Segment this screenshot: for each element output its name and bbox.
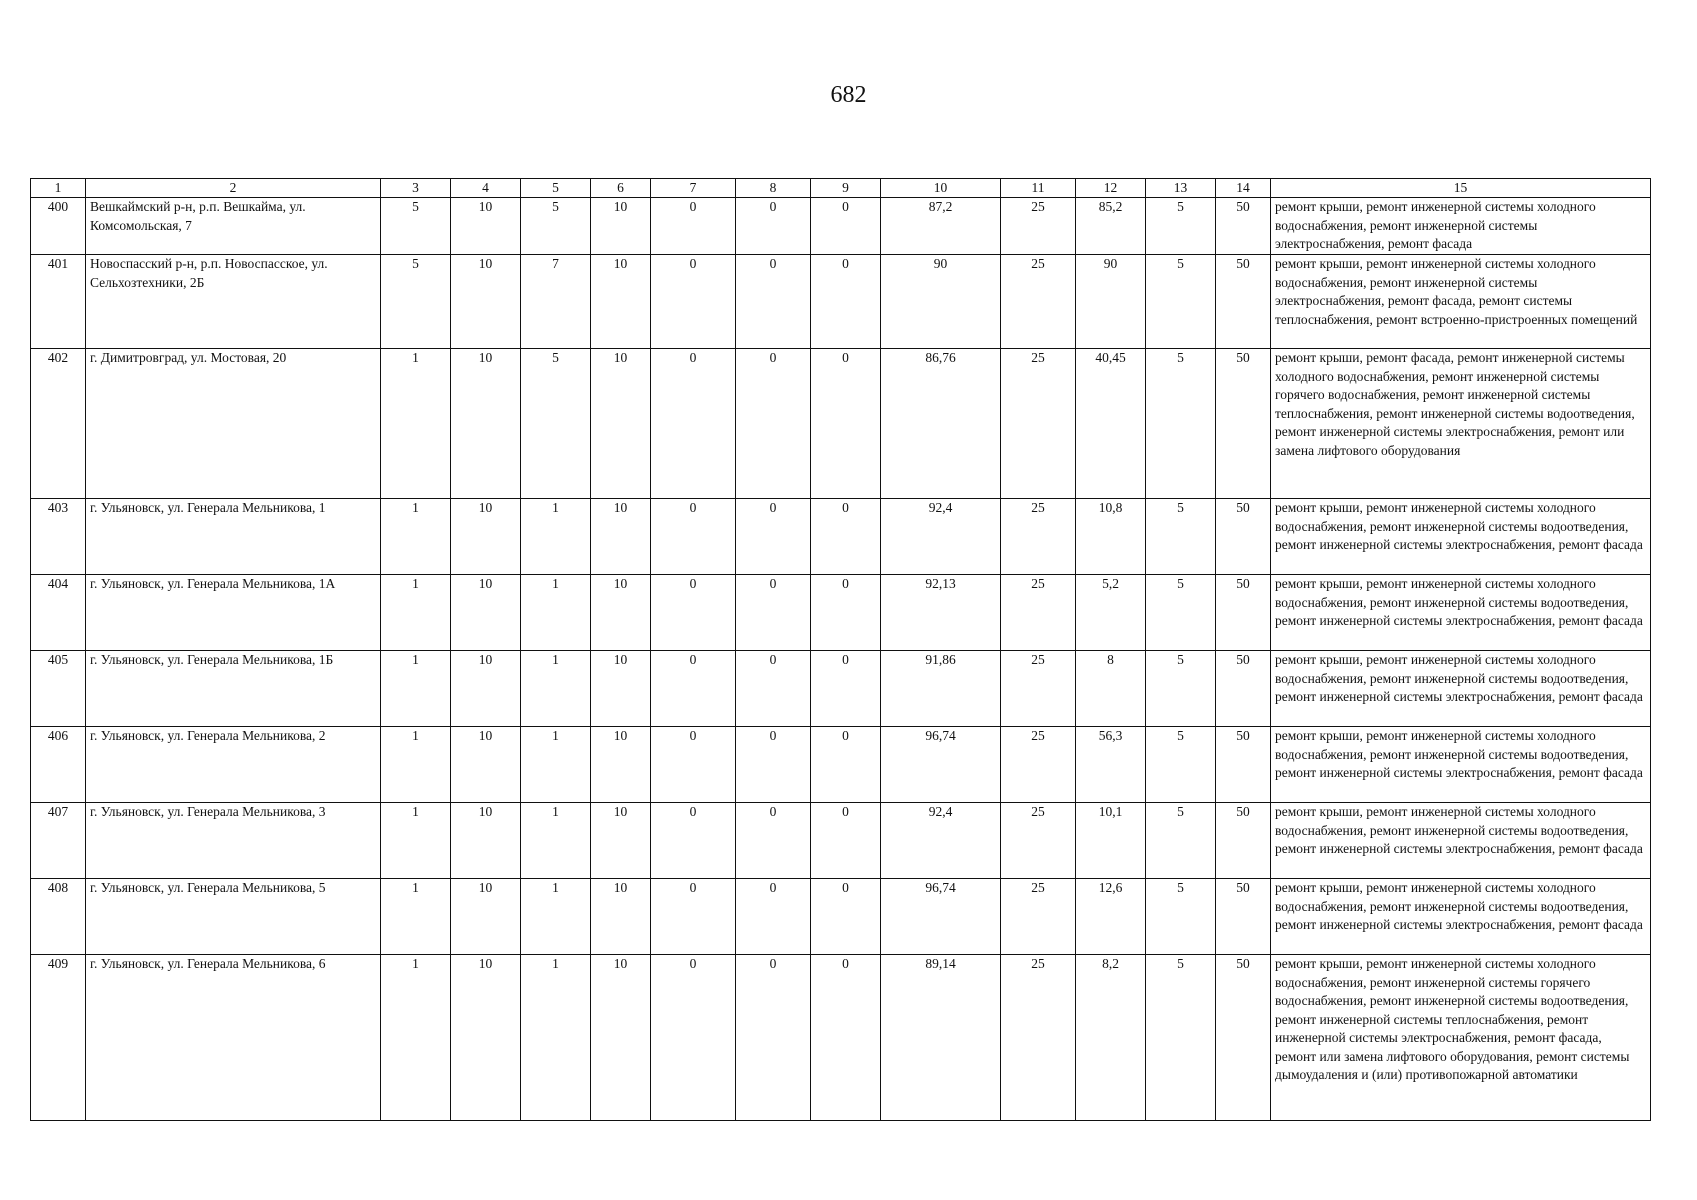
works-cell: ремонт крыши, ремонт инженерной системы холодного водоснабжения, ремонт инженерной системы водоотведения, ремонт инженерной системы электроснабжения, ремонт фасада (1271, 651, 1651, 727)
value-cell-col-10: 89,14 (881, 955, 1001, 1121)
table-row (31, 349, 1651, 499)
value-cell-col-4: 10 (451, 255, 521, 349)
value-cell-col-4: 10 (451, 879, 521, 955)
column-header-4: 4 (451, 179, 521, 198)
value-cell-col-5: 1 (521, 955, 591, 1121)
value-cell-col-7: 0 (651, 499, 736, 575)
works-cell: ремонт крыши, ремонт инженерной системы холодного водоснабжения, ремонт инженерной системы водоотведения, ремонт инженерной системы электроснабжения, ремонт фасада (1271, 879, 1651, 955)
value-cell-col-12: 10,1 (1076, 803, 1146, 879)
column-header-7: 7 (651, 179, 736, 198)
value-cell-col-9: 0 (811, 255, 881, 349)
column-header-2: 2 (86, 179, 381, 198)
value-cell-col-14: 50 (1216, 255, 1271, 349)
value-cell-col-6: 10 (591, 727, 651, 803)
value-cell-col-10: 90 (881, 255, 1001, 349)
value-cell-col-12: 56,3 (1076, 727, 1146, 803)
value-cell-col-9: 0 (811, 727, 881, 803)
column-header-15: 15 (1271, 179, 1651, 198)
value-cell-col-8: 0 (736, 879, 811, 955)
value-cell-col-9: 0 (811, 349, 881, 499)
value-cell-col-13: 5 (1146, 727, 1216, 803)
page-number: 682 (830, 82, 867, 108)
value-cell-col-5: 1 (521, 727, 591, 803)
value-cell-col-13: 5 (1146, 198, 1216, 255)
value-cell-col-13: 5 (1146, 651, 1216, 727)
address-cell: г. Ульяновск, ул. Генерала Мельникова, 6 (86, 955, 381, 1121)
value-cell-col-14: 50 (1216, 727, 1271, 803)
column-header-5: 5 (521, 179, 591, 198)
column-header-13: 13 (1146, 179, 1216, 198)
value-cell-col-6: 10 (591, 349, 651, 499)
value-cell-col-5: 5 (521, 198, 591, 255)
works-cell: ремонт крыши, ремонт инженерной системы холодного водоснабжения, ремонт инженерной системы водоотведения, ремонт инженерной системы электроснабжения, ремонт фасада (1271, 727, 1651, 803)
value-cell-col-7: 0 (651, 198, 736, 255)
value-cell-col-8: 0 (736, 255, 811, 349)
value-cell-col-5: 1 (521, 651, 591, 727)
value-cell-col-5: 5 (521, 349, 591, 499)
value-cell-col-11: 25 (1001, 575, 1076, 651)
row-number: 401 (31, 255, 86, 349)
value-cell-col-14: 50 (1216, 499, 1271, 575)
value-cell-col-9: 0 (811, 651, 881, 727)
works-cell: ремонт крыши, ремонт инженерной системы холодного водоснабжения, ремонт инженерной системы водоотведения, ремонт инженерной системы электроснабжения, ремонт фасада (1271, 575, 1651, 651)
column-header-6: 6 (591, 179, 651, 198)
value-cell-col-8: 0 (736, 955, 811, 1121)
value-cell-col-10: 96,74 (881, 879, 1001, 955)
value-cell-col-5: 1 (521, 803, 591, 879)
value-cell-col-12: 10,8 (1076, 499, 1146, 575)
value-cell-col-11: 25 (1001, 349, 1076, 499)
value-cell-col-13: 5 (1146, 499, 1216, 575)
value-cell-col-6: 10 (591, 651, 651, 727)
value-cell-col-8: 0 (736, 499, 811, 575)
value-cell-col-4: 10 (451, 499, 521, 575)
value-cell-col-4: 10 (451, 803, 521, 879)
value-cell-col-11: 25 (1001, 727, 1076, 803)
value-cell-col-12: 5,2 (1076, 575, 1146, 651)
column-header-14: 14 (1216, 179, 1271, 198)
value-cell-col-13: 5 (1146, 803, 1216, 879)
value-cell-col-10: 86,76 (881, 349, 1001, 499)
value-cell-col-4: 10 (451, 727, 521, 803)
value-cell-col-13: 5 (1146, 879, 1216, 955)
column-header-8: 8 (736, 179, 811, 198)
value-cell-col-13: 5 (1146, 349, 1216, 499)
value-cell-col-7: 0 (651, 349, 736, 499)
repair-table (30, 178, 1651, 1121)
value-cell-col-10: 87,2 (881, 198, 1001, 255)
value-cell-col-8: 0 (736, 198, 811, 255)
value-cell-col-4: 10 (451, 955, 521, 1121)
value-cell-col-12: 8 (1076, 651, 1146, 727)
value-cell-col-3: 1 (381, 575, 451, 651)
address-cell: г. Ульяновск, ул. Генерала Мельникова, 2 (86, 727, 381, 803)
value-cell-col-9: 0 (811, 499, 881, 575)
value-cell-col-14: 50 (1216, 651, 1271, 727)
table-header-row (31, 179, 1651, 198)
works-cell: ремонт крыши, ремонт инженерной системы холодного водоснабжения, ремонт инженерной системы электроснабжения, ремонт фасада (1271, 198, 1651, 255)
value-cell-col-10: 92,4 (881, 803, 1001, 879)
value-cell-col-11: 25 (1001, 803, 1076, 879)
value-cell-col-11: 25 (1001, 198, 1076, 255)
value-cell-col-3: 5 (381, 198, 451, 255)
address-cell: г. Ульяновск, ул. Генерала Мельникова, 3 (86, 803, 381, 879)
value-cell-col-8: 0 (736, 803, 811, 879)
row-number: 403 (31, 499, 86, 575)
table-row (31, 651, 1651, 727)
value-cell-col-5: 1 (521, 499, 591, 575)
value-cell-col-6: 10 (591, 575, 651, 651)
value-cell-col-7: 0 (651, 803, 736, 879)
value-cell-col-3: 5 (381, 255, 451, 349)
value-cell-col-3: 1 (381, 879, 451, 955)
value-cell-col-8: 0 (736, 727, 811, 803)
table-row (31, 198, 1651, 255)
works-cell: ремонт крыши, ремонт инженерной системы холодного водоснабжения, ремонт инженерной системы электроснабжения, ремонт фасада, ремонт системы теплоснабжения, ремонт встроенно-пристроенных помещений (1271, 255, 1651, 349)
value-cell-col-7: 0 (651, 955, 736, 1121)
address-cell: г. Ульяновск, ул. Генерала Мельникова, 1 (86, 499, 381, 575)
value-cell-col-12: 40,45 (1076, 349, 1146, 499)
value-cell-col-7: 0 (651, 727, 736, 803)
row-number: 408 (31, 879, 86, 955)
value-cell-col-8: 0 (736, 575, 811, 651)
table-row (31, 803, 1651, 879)
row-number: 406 (31, 727, 86, 803)
address-cell: г. Ульяновск, ул. Генерала Мельникова, 1Б (86, 651, 381, 727)
table-row (31, 255, 1651, 349)
value-cell-col-7: 0 (651, 575, 736, 651)
column-header-11: 11 (1001, 179, 1076, 198)
column-header-1: 1 (31, 179, 86, 198)
value-cell-col-4: 10 (451, 575, 521, 651)
value-cell-col-4: 10 (451, 349, 521, 499)
value-cell-col-6: 10 (591, 955, 651, 1121)
address-cell: Вешкаймский р-н, р.п. Вешкайма, ул. Комсомольская, 7 (86, 198, 381, 255)
value-cell-col-9: 0 (811, 955, 881, 1121)
row-number: 405 (31, 651, 86, 727)
address-cell: г. Ульяновск, ул. Генерала Мельникова, 1А (86, 575, 381, 651)
row-number: 407 (31, 803, 86, 879)
value-cell-col-10: 92,13 (881, 575, 1001, 651)
value-cell-col-14: 50 (1216, 575, 1271, 651)
value-cell-col-5: 7 (521, 255, 591, 349)
value-cell-col-13: 5 (1146, 575, 1216, 651)
address-cell: Новоспасский р-н, р.п. Новоспасское, ул. Сельхозтехники, 2Б (86, 255, 381, 349)
address-cell: г. Ульяновск, ул. Генерала Мельникова, 5 (86, 879, 381, 955)
value-cell-col-10: 96,74 (881, 727, 1001, 803)
value-cell-col-9: 0 (811, 879, 881, 955)
table-row (31, 955, 1651, 1121)
value-cell-col-11: 25 (1001, 955, 1076, 1121)
column-header-9: 9 (811, 179, 881, 198)
value-cell-col-4: 10 (451, 198, 521, 255)
column-header-10: 10 (881, 179, 1001, 198)
value-cell-col-8: 0 (736, 349, 811, 499)
value-cell-col-14: 50 (1216, 955, 1271, 1121)
works-cell: ремонт крыши, ремонт фасада, ремонт инженерной системы холодного водоснабжения, ремонт инженерной системы горячего водоснабжения, ремонт инженерной системы теплоснабжения, ремонт инженерной системы водоотведения, ремонт инженерной системы электроснабжения, ремонт или замена лифтового оборудования (1271, 349, 1651, 499)
works-cell: ремонт крыши, ремонт инженерной системы холодного водоснабжения, ремонт инженерной системы водоотведения, ремонт инженерной системы электроснабжения, ремонт фасада (1271, 803, 1651, 879)
works-cell: ремонт крыши, ремонт инженерной системы холодного водоснабжения, ремонт инженерной системы водоотведения, ремонт инженерной системы электроснабжения, ремонт фасада (1271, 499, 1651, 575)
row-number: 409 (31, 955, 86, 1121)
table-row (31, 575, 1651, 651)
value-cell-col-13: 5 (1146, 955, 1216, 1121)
value-cell-col-3: 1 (381, 349, 451, 499)
value-cell-col-14: 50 (1216, 879, 1271, 955)
value-cell-col-11: 25 (1001, 879, 1076, 955)
value-cell-col-6: 10 (591, 879, 651, 955)
value-cell-col-6: 10 (591, 803, 651, 879)
table-body (31, 198, 1651, 1121)
value-cell-col-6: 10 (591, 198, 651, 255)
value-cell-col-4: 10 (451, 651, 521, 727)
value-cell-col-7: 0 (651, 879, 736, 955)
value-cell-col-3: 1 (381, 499, 451, 575)
value-cell-col-14: 50 (1216, 803, 1271, 879)
value-cell-col-3: 1 (381, 955, 451, 1121)
value-cell-col-13: 5 (1146, 255, 1216, 349)
value-cell-col-9: 0 (811, 803, 881, 879)
value-cell-col-14: 50 (1216, 349, 1271, 499)
value-cell-col-8: 0 (736, 651, 811, 727)
value-cell-col-11: 25 (1001, 499, 1076, 575)
value-cell-col-5: 1 (521, 575, 591, 651)
value-cell-col-7: 0 (651, 255, 736, 349)
column-header-12: 12 (1076, 179, 1146, 198)
value-cell-col-11: 25 (1001, 651, 1076, 727)
row-number: 404 (31, 575, 86, 651)
value-cell-col-11: 25 (1001, 255, 1076, 349)
value-cell-col-10: 91,86 (881, 651, 1001, 727)
value-cell-col-12: 8,2 (1076, 955, 1146, 1121)
table-row (31, 727, 1651, 803)
value-cell-col-3: 1 (381, 727, 451, 803)
column-header-3: 3 (381, 179, 451, 198)
row-number: 400 (31, 198, 86, 255)
works-cell: ремонт крыши, ремонт инженерной системы холодного водоснабжения, ремонт инженерной системы горячего водоснабжения, ремонт инженерной системы водоотведения, ремонт инженерной системы теплоснабжения, ремонт инженерной системы электроснабжения, ремонт фасада, ремонт или замена лифтового оборудования, ремонт системы дымоудаления и (или) противопожарной автоматики (1271, 955, 1651, 1121)
address-cell: г. Димитровград, ул. Мостовая, 20 (86, 349, 381, 499)
value-cell-col-12: 90 (1076, 255, 1146, 349)
table-row (31, 879, 1651, 955)
value-cell-col-6: 10 (591, 499, 651, 575)
value-cell-col-3: 1 (381, 803, 451, 879)
value-cell-col-7: 0 (651, 651, 736, 727)
value-cell-col-14: 50 (1216, 198, 1271, 255)
value-cell-col-12: 12,6 (1076, 879, 1146, 955)
value-cell-col-9: 0 (811, 198, 881, 255)
value-cell-col-12: 85,2 (1076, 198, 1146, 255)
value-cell-col-9: 0 (811, 575, 881, 651)
table-row (31, 499, 1651, 575)
value-cell-col-5: 1 (521, 879, 591, 955)
value-cell-col-6: 10 (591, 255, 651, 349)
value-cell-col-3: 1 (381, 651, 451, 727)
value-cell-col-10: 92,4 (881, 499, 1001, 575)
row-number: 402 (31, 349, 86, 499)
